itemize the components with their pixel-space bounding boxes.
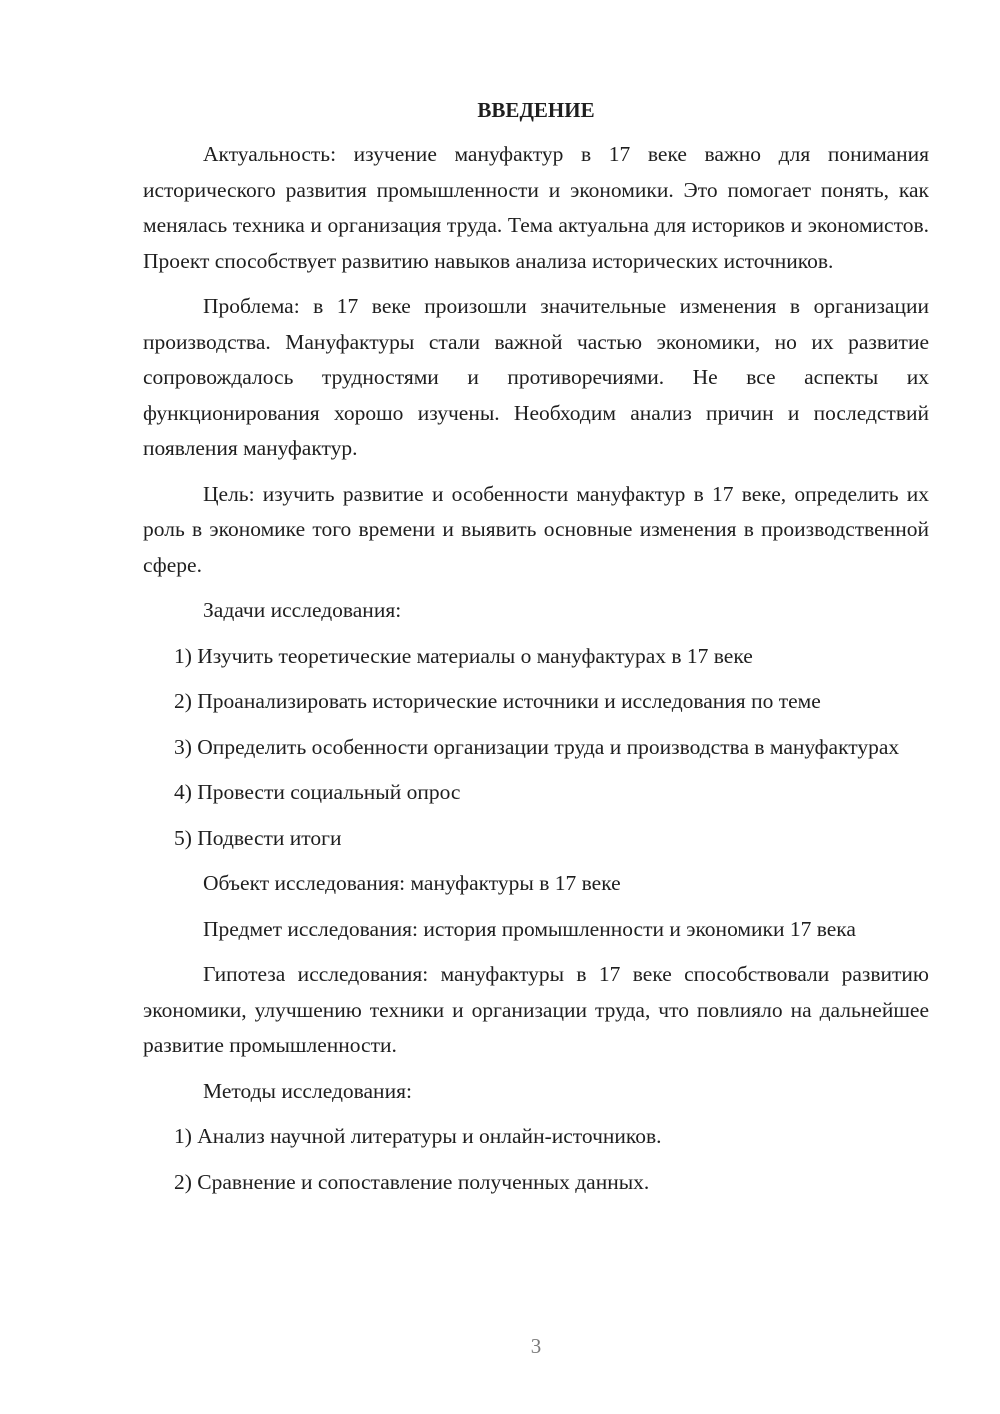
method-item: 2) Сравнение и сопоставление полученных данных.: [174, 1169, 650, 1194]
task-item: 4) Провести социальный опрос: [174, 780, 461, 804]
methods-title: Методы исследования:: [203, 1078, 412, 1103]
document-page: [143, 95, 929, 1210]
tasks-title: Задачи исследования:: [203, 598, 402, 622]
hypothesis-paragraph: Гипотеза исследования: мануфактуры в 17 веке способствовали развитию экономики, улучшению техники и организации труда, что повлияло на дальнейшее развитие промышленности.: [143, 962, 929, 1057]
object-line: Объект исследования: мануфактуры в 17 веке: [203, 871, 621, 895]
goal-paragraph: Цель: изучить развитие и особенности мануфактур в 17 веке, определить их роль в экономике того времени и выявить основные изменения в производственной сфере.: [143, 481, 929, 577]
problem-paragraph: Проблема: в 17 веке произошли значительные изменения в организации производства. Мануфактуры стали важной частью экономики, но их развитие сопровождалось трудностями и противоречиями. Не все аспекты их функционирования хорошо изучены. Необходим анализ причин и последствий появления мануфактур.: [143, 294, 929, 460]
task-item: 1) Изучить теоретические материалы о мануфактурах в 17 веке: [174, 643, 753, 668]
task-item: 2) Проанализировать исторические источники и исследования по теме: [174, 689, 821, 713]
subject-paragraph: Предмет исследования: история промышленности и экономики 17 века: [203, 916, 856, 941]
page-title: ВВЕДЕНИЕ: [477, 98, 595, 122]
page-number: 3: [530, 1334, 542, 1358]
task-item: 3) Определить особенности организации труда и производства в мануфактурах: [174, 734, 900, 759]
method-item: 1) Анализ научной литературы и онлайн-источников.: [174, 1124, 662, 1148]
task-item: 5) Подвести итоги: [174, 825, 342, 850]
relevance-paragraph: Актуальность: изучение мануфактур в 17 веке важно для понимания исторического развития промышленности и экономики. Это помогает понять, как менялась техника и организация труда. Тема актуальна для историков и экономистов. Проект способствует развитию навыков анализа исторических источников.: [143, 142, 929, 273]
